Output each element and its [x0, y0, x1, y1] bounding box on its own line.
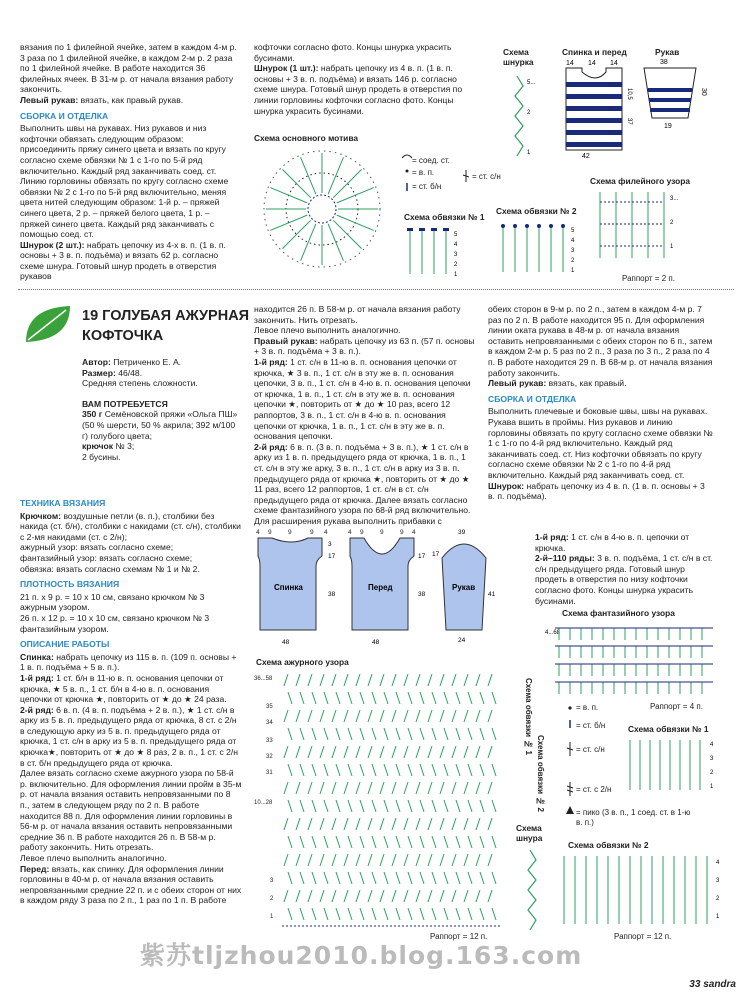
label: Автор:: [82, 357, 111, 367]
dim: 30: [700, 88, 707, 96]
label: Шнурок:: [488, 480, 525, 491]
filet-diagram: [592, 188, 688, 268]
motif-title: Схема основного мотива: [254, 133, 359, 143]
legend-dc: = ст. с/н: [576, 745, 605, 754]
mid1: находится 26 п. В 58-м р. от начала вязания работу закончить. Нить отрезать.: [254, 304, 461, 325]
openwork-title: Схема ажурного узора: [256, 657, 349, 667]
upper-text-column-2: [254, 42, 476, 116]
text: Семёновской пряжи «Ольга ПШ» (50 % шерсти, 50 % акрила; 392 м/100 г) голубого цвета;: [82, 409, 238, 441]
assembly-text: Выполнить плечевые и боковые швы, швы на рукавах. Рукава вшить в проймы. Низ рукавов и линию горловины обвязать по кругу согласно схеме обвязки № 1 с 1-го по 4-й ряд включительно. Каждый ряд заканчивать соед. ст. Низ кофточки обвязать по кругу согласно схеме обвязки № 2 с 1-го по 4-й ряд включительно. Каждый ряд заканчивать соед. ст.: [488, 406, 713, 480]
edging2-diagram: [495, 218, 581, 278]
svg-text:3...: 3...: [670, 196, 679, 202]
cord-title-text: Схема шнурка: [503, 47, 534, 67]
lower-text-column-1b: [20, 493, 242, 906]
dim: 14: [566, 60, 574, 67]
legend-chain: = в. п.: [412, 168, 435, 177]
text: 46/48.: [118, 367, 143, 378]
label: Левый рукав:: [488, 378, 547, 389]
leaf-icon: [22, 302, 74, 346]
text: набрать цепочку из 4 в. п. (1 в. п. основы + 3 в. п. подъёма) и вязать 146 р. согласно схеме шнура. Готовый шнур продеть в отверстия по линии горловины кофточки согласно фото. Концы шнурка украсить бусинами.: [254, 63, 463, 116]
svg-text:2: 2: [454, 262, 458, 268]
svg-text:5...: 5...: [527, 80, 536, 86]
need-heading: ВАМ ПОТРЕБУЕТСЯ: [82, 398, 168, 409]
text: воздушные петли (в. п.), столбики без накида (ст. б/н), столбики с накидами (ст. с/н), столбики с 2-мя накидами (ст. с 2/н);: [20, 510, 241, 542]
text: набрать цепочку из 63 п. (57 п. основы + 3 в. п. подъёма + 3 в. п.).: [254, 335, 475, 357]
hook-line: [82, 441, 240, 452]
cord-row2: [535, 553, 715, 606]
svg-text:4: 4: [571, 238, 575, 244]
svg-text:1: 1: [454, 272, 458, 278]
svg-text:2: 2: [527, 110, 531, 116]
beads-line: 2 бусины.: [82, 451, 121, 462]
dim: 4: [256, 529, 260, 536]
text: вязать, как спинку. Для оформления линии горловины в 40-м р. от начала вязания оставить непровязанными средние 22 п. и с обеих сторон от них в каждом ряду 3 раза по 2 п., 1 раз по 1 п. В работе: [20, 863, 242, 906]
dim: 9: [380, 529, 384, 536]
size-line: [82, 368, 240, 379]
density-heading: ПЛОТНОСТЬ ВЯЗАНИЯ: [20, 579, 120, 590]
lower-text-column-2: [254, 304, 476, 526]
cord-row1: [535, 532, 715, 553]
difficulty: Средняя степень сложности.: [82, 378, 198, 389]
dim: 39: [458, 529, 466, 536]
svg-text:3: 3: [710, 756, 714, 762]
svg-text:3: 3: [716, 878, 720, 884]
label: Спинка:: [20, 651, 54, 662]
row-num: 4...68: [545, 630, 561, 636]
author-line: [82, 357, 240, 368]
edging1-title: Схема обвязки № 1: [404, 212, 485, 222]
cord-title-text: Схема шнура: [516, 823, 543, 843]
lower-cord-title: [516, 823, 552, 843]
lower-text-column-3: [488, 304, 714, 502]
edging2-title: Схема обвязки № 2: [496, 206, 577, 216]
mrow2-line: [254, 442, 476, 527]
svg-text:3: 3: [571, 248, 575, 254]
lower-edging1-diagram: [624, 736, 720, 794]
text: вязать, как правый.: [548, 378, 627, 389]
dim: 4: [412, 529, 416, 536]
article-title: [82, 306, 252, 346]
legend-chain: = в. п.: [576, 703, 599, 712]
dim: 10,5: [626, 88, 632, 100]
dim: 41: [488, 591, 496, 598]
label: 2-й–110 ряды:: [535, 553, 595, 564]
row-num: 10...28: [254, 800, 273, 806]
edging1-diagram: [402, 224, 464, 278]
motif-diagram: [252, 144, 392, 274]
label: 2-й ряд:: [20, 704, 54, 715]
dim: 4: [348, 529, 352, 536]
tech-fancy: фантазийный узор: вязать согласно схеме;: [20, 552, 193, 563]
text: набрать цепочку из 4-х в. п. (1 в. п. основы + 3 в. п. подъёма) и вязать 62 р. согласно схеме шнура. Готовый шнур продеть в отверстия рукавов: [20, 239, 226, 282]
svg-text:4: 4: [716, 860, 720, 866]
dim: 9: [400, 529, 404, 536]
dim: 38: [328, 591, 336, 598]
col3-p1: обеих сторон в 9-м р. по 2 п., затем в каждом 4-м р. 7 раз по 2 п. В работе находится 95 п. Для оформления линии оката рукава в 48-м р. от начала вязания оставить непровязанными с обеих сторон по 6 п., затем в каждом 2-м р. 5 раз по 2 п., 3 раза по 3 п., 2 раза по 4 п. В работе находится 29 п. В 68-м р. от начала вязания работу закончить.: [488, 304, 713, 378]
dim: 48: [372, 639, 380, 646]
dim: 3: [328, 541, 332, 548]
sleeve-schematic: [640, 58, 710, 130]
svg-text:2: 2: [710, 770, 714, 776]
label: крючок: [82, 441, 114, 452]
dim: 37: [626, 118, 632, 125]
text: вязать, как правый рукав.: [80, 94, 184, 105]
dim: 38: [660, 59, 668, 66]
mid-left: Левое плечо выполнить аналогично.: [254, 325, 401, 336]
legend-join: = соед. ст.: [412, 156, 450, 165]
openwork-diagram: [252, 668, 522, 940]
row-num: 3: [270, 878, 274, 884]
front-line: [20, 864, 242, 906]
text: набрать цепочку из 115 в. п. (109 п. основы + 1 в. п. подъёма + 5 в. п.).: [20, 651, 237, 673]
left-shoulder: Левое плечо выполнить аналогично.: [20, 853, 167, 863]
back-line: [20, 652, 242, 673]
legend-sc: = ст. б/н: [576, 721, 606, 730]
back-label: Спинка: [274, 583, 303, 592]
label: 1-й ряд:: [20, 672, 54, 683]
dim: 19: [664, 123, 672, 130]
lower-edging2-title: Схема обвязки № 2: [568, 840, 649, 850]
cord-note: [254, 63, 476, 116]
yarn-line: [82, 409, 240, 441]
edging1-vertical: Схема обвязки № 1: [524, 678, 533, 755]
svg-text:1: 1: [716, 914, 720, 920]
mrow1-line: [254, 357, 476, 442]
assembly-heading: СБОРКА И ОТДЕЛКА: [20, 110, 109, 121]
text: набрать цепочку из 4 в. п. (1 в. п. основы + 3 в. п. подъёма).: [488, 480, 705, 502]
assembly-text: Выполнить швы на рукавах. Низ рукавов и низ кофточки обвязать следующим образом: присоединить пряжу синего цвета и вязать по кругу согласно схеме обвязки № 1 с 1-го по 5-й ряд включительно. Каждый ряд заканчивать соед. ст. Линию горловины обвязать по кругу согласно схеме обвязки № 2 с 1-го по 5-й ряд включительно, меняя цвета нитей следующим образом: 1-й р. – пряжей синего цвета, 2 р. – пряжей белого цвета, 1 р. – пряжей синего цвета. Каждый ряд заканчивать с помощью соед. ст.: [20, 123, 229, 240]
label: Шнурок (1 шт.):: [254, 63, 319, 74]
tech-edging: обвязка: вязать согласно схемам № 1 и № 2.: [20, 563, 200, 574]
upper-text-column-1: [20, 42, 238, 282]
watermark: 紫苏tljzhou2010.blog.163.com: [140, 941, 583, 970]
legend-picot: = пико (3 в. п., 1 соед. ст. в 1-ю в. п.): [576, 808, 691, 827]
fancy-repeat: Раппорт = 4 п.: [650, 702, 703, 711]
text: 6 в. п. (3 в. п. подъёма + 3 в. п.), ★ 1 ст. с/н в арку из 1 в. п. предыдущего ряда от крючка, 1 в. п., 1 ст. с/н в эту же арку, 3 в. п., 1 ст. с/н в арку из 3 в. п. предыдущего ряда от крючка ★, повторить от ★ до ★ 11 раз, всего 12 раппортов, 1 ст. с/н в ст. с/н предыдущего ряда от крючка. Далее вязать согласно схеме фантазийного узора по 68-й ряд включительно. Для расширения рукава выполнить прибавки с: [254, 441, 471, 526]
tech-hook: [20, 511, 242, 543]
label: 350 г: [82, 409, 103, 420]
filet-repeat: Раппорт = 2 п.: [622, 274, 675, 283]
dim: 17: [432, 551, 440, 558]
garment-schematics: [252, 526, 498, 652]
text: 6 в. п. (4 в. п. подъёма + 2 в. п.), ★ 1 ст. с/н в арку из 5 в. п. предыдущего ряда от крючка, 8 ст. с 2/н в следующую арку из 5 в. п. предыдущего ряда от крючка, 1 ст. с/н в арку из 5 в. п. предыдущего ряда от крючка★, повторить от ★ до ★ 8 раз, 2 в. п., 1 ст. с 2/н в ст. б/н предыдущего ряда от крючка.: [20, 704, 239, 768]
svg-text:1: 1: [710, 784, 714, 790]
section-divider: [18, 289, 734, 290]
back-front-schematic: [560, 58, 650, 158]
row-num: 35: [266, 704, 273, 710]
title-number: 19: [82, 308, 99, 324]
edging2-vertical: Схема обвязки № 2: [536, 735, 545, 812]
dim: 42: [582, 153, 590, 158]
label: Крючком:: [20, 510, 62, 521]
assembly-heading: СБОРКА И ОТДЕЛКА: [488, 393, 577, 404]
upper-cord-title: [503, 47, 537, 67]
density2: 26 п. х 12 р. = 10 х 10 см, связано крючком № 3 фантазийным узором.: [20, 612, 210, 634]
row-num: 1: [270, 914, 274, 920]
row-num: 31: [266, 770, 273, 776]
left-sleeve-note: [20, 95, 238, 106]
sleeve-label: Рукав: [452, 583, 476, 592]
dim: 38: [418, 591, 426, 598]
cord-line: [488, 481, 714, 502]
upper-paragraph: кофточки согласно фото. Концы шнурка украсить бусинами.: [254, 42, 452, 63]
text: 3 в. п. подъёма, 1 ст. с/н в ст. с/н предыдущего ряда. Готовый шнур продеть в отверстия по низу кофточки согласно фото. Концы шнурка украсить бусинами.: [535, 553, 713, 606]
back2: Далее вязать согласно схеме ажурного узора по 58-й р. включительно. Для оформления линии пройм в 35-м р. от начала вязания оставить непровязанными по 8 п., затем в следующем ряду по 2 п. В работе находится 88 п. Для оформления линии горловины в 56-м р. от начала вязания оставить непровязанными средние 36 п. В работе находится 26 п. В 58-м р. работу закончить. Нить отрезать.: [20, 768, 242, 853]
row-num: 32: [266, 754, 273, 760]
front-label: Перед: [368, 583, 393, 592]
label: Правый рукав:: [254, 335, 318, 346]
row-num: 33: [266, 738, 273, 744]
lower-text-column-1: [82, 357, 240, 462]
svg-text:5: 5: [454, 232, 458, 238]
title-text: ГОЛУБАЯ АЖУРНАЯ КОФТОЧКА: [82, 308, 250, 344]
svg-text:1: 1: [571, 268, 575, 274]
dim: 17: [418, 553, 426, 560]
svg-text:4: 4: [710, 742, 714, 748]
filet-title: Схема филейного узора: [590, 176, 690, 186]
dim: 9: [268, 529, 272, 536]
text: 1 ст. б/н в 11-ю в. п. основания цепочки от крючка, ★ 5 в. п., 1 ст. б/н в 4-ю в. п. основания цепочки от крючка ★, повторить от ★ до ★ 24 раза.: [20, 672, 227, 705]
svg-text:2: 2: [571, 258, 575, 264]
dim: 4: [324, 529, 328, 536]
text: 1 ст. с/н в 11-ю в. п. основания цепочки от крючка, ★ 3 в. п., 1 ст. с/н в эту же в. п. основания цепочки, 3 в. п., 1 ст. с/н в 4-ю в. п. основания цепочки от крючка, 1 в. п., 1 ст. с/н в эту же в. п. основания цепочки ★, повторить от ★ до ★ 10 раз, всего 12 раппортов, 3 в. п., 1 ст. с/н в 4-ю в. п. основания цепочки от крючка, 1 в. п., 1 ст. с/н в эту же в. п. основания цепочки.: [254, 356, 471, 442]
desc-heading: ОПИСАНИЕ РАБОТЫ: [20, 639, 110, 650]
upper-paragraph: вязания по 1 филейной ячейке, затем в каждом 4-м р. 3 раза по 1 филейной ячейке, в каждом 2-м р. 2 раза по 1 филейной ячейке. В работе находится 36 филейных ячеек. В 31-м р. от начала вязания работу закончить.: [20, 42, 237, 95]
lower-cord-diagram: [518, 846, 548, 932]
col3-left: [488, 378, 714, 389]
tech-heading: ТЕХНИКА ВЯЗАНИЯ: [20, 498, 106, 508]
dim: 14: [588, 60, 596, 67]
svg-text:5: 5: [571, 228, 575, 234]
fancy-diagram: [545, 620, 725, 706]
svg-text:4: 4: [454, 242, 458, 248]
label: Шнурок (2 шт.):: [20, 239, 85, 250]
svg-text:3: 3: [454, 252, 458, 258]
text: 1 ст. с/н в 4-ю в. п. цепочки от крючка.: [535, 532, 690, 553]
legend-tr: = ст. с 2/н: [576, 785, 612, 794]
dim: 9: [360, 529, 364, 536]
svg-text:2: 2: [716, 896, 720, 902]
tech-openwork: ажурный узор: вязать согласно схеме;: [20, 542, 174, 553]
fancy-title: Схема фантазийного узора: [562, 608, 675, 618]
svg-text:2: 2: [670, 220, 674, 226]
lower-edging2-diagram: [558, 852, 728, 930]
upper-cord-diagram: [505, 72, 539, 162]
page-folio: 33 sandra: [689, 979, 736, 990]
cord-rows: [535, 532, 715, 606]
edging2-repeat: Раппорт = 12 п.: [614, 932, 672, 941]
label: 1-й ряд:: [535, 532, 569, 542]
row2-line: [20, 705, 242, 769]
row-num: 36...58: [254, 676, 273, 682]
density1: 21 п. х 9 р. = 10 х 10 см, связано крючком № 3 ажурным узором.: [20, 591, 205, 613]
sleeve-title: Рукав: [655, 47, 680, 57]
row-num: 2: [270, 896, 274, 902]
label: Перед:: [20, 863, 50, 874]
text: Петриченко Е. А.: [113, 357, 182, 367]
rsleeve-line: [254, 336, 476, 357]
svg-text:1: 1: [670, 244, 674, 250]
dim: 9: [288, 529, 292, 536]
dim: 17: [328, 553, 336, 560]
text: № 3;: [115, 441, 135, 452]
label: Размер:: [82, 367, 116, 378]
row1-line: [20, 673, 242, 705]
back-front-title: Спинка и перед: [562, 47, 627, 57]
dim: 14: [610, 60, 618, 67]
svg-text:1: 1: [527, 150, 531, 156]
cord-note: [20, 240, 238, 282]
legend-sc: = ст. б/н: [412, 182, 442, 191]
dim: 48: [282, 639, 290, 646]
legend-dc: = ст. с/н: [472, 172, 501, 181]
lower-edging1-title: Схема обвязки № 1: [628, 724, 709, 734]
label: Левый рукав:: [20, 94, 79, 105]
openwork-repeat: Раппорт = 12 п.: [430, 932, 488, 941]
label: 1-й ряд:: [254, 356, 288, 367]
dim: 24: [458, 637, 466, 644]
label: 2-й ряд:: [254, 441, 288, 452]
dim: 9: [310, 529, 314, 536]
row-num: 34: [266, 720, 273, 726]
